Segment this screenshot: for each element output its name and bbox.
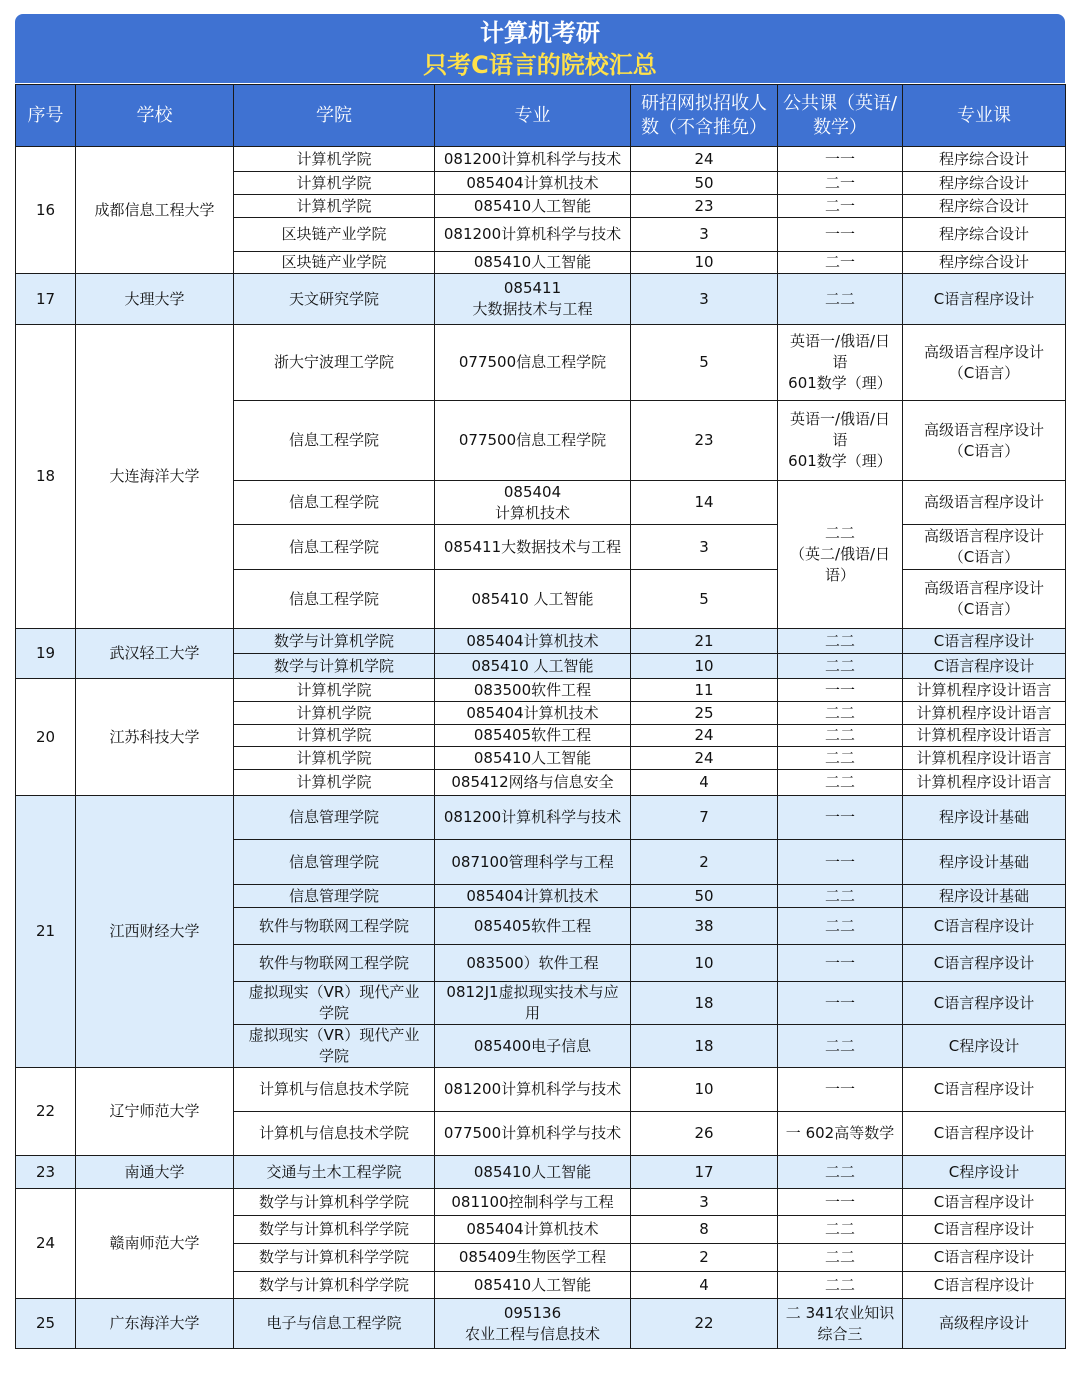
college-name: 数学与计算机学院 xyxy=(234,654,435,679)
public-course: 英语一/俄语/日 语 601数学（理） xyxy=(778,401,903,481)
header-school: 学校 xyxy=(76,85,234,147)
major-name: 085410人工智能 xyxy=(435,195,631,218)
college-name: 浙大宁波理工学院 xyxy=(234,325,435,401)
college-name: 软件与物联网工程学院 xyxy=(234,908,435,945)
quota-value: 17 xyxy=(631,1156,778,1189)
major-name: 085410人工智能 xyxy=(435,252,631,274)
public-course: 一一 xyxy=(778,1189,903,1216)
public-course: 二二 xyxy=(778,770,903,796)
table-row xyxy=(16,1189,1066,1216)
major-course: 计算机程序设计语言 xyxy=(903,747,1066,770)
quota-value: 18 xyxy=(631,1025,778,1068)
quota-value: 24 xyxy=(631,147,778,172)
quota-value: 38 xyxy=(631,908,778,945)
public-course: 英语一/俄语/日 语 601数学（理） xyxy=(778,325,903,401)
major-course: C程序设计 xyxy=(903,1156,1066,1189)
page-subtitle: 只考C语言的院校汇总 xyxy=(423,51,657,79)
quota-value: 4 xyxy=(631,770,778,796)
public-course: 二一 xyxy=(778,195,903,218)
quota-value: 2 xyxy=(631,1244,778,1272)
major-name: 085404 计算机技术 xyxy=(435,481,631,525)
public-course: 二二 xyxy=(778,908,903,945)
school-name: 江苏科技大学 xyxy=(76,679,234,796)
quota-value: 5 xyxy=(631,325,778,401)
row-number: 24 xyxy=(16,1189,76,1299)
major-course: C语言程序设计 xyxy=(903,908,1066,945)
college-name: 数学与计算机科学学院 xyxy=(234,1244,435,1272)
row-number: 21 xyxy=(16,796,76,1068)
college-name: 计算机学院 xyxy=(234,747,435,770)
major-course: 计算机程序设计语言 xyxy=(903,770,1066,796)
college-name: 计算机学院 xyxy=(234,770,435,796)
major-name: 081200计算机科学与技术 xyxy=(435,1068,631,1112)
public-course: 二一 xyxy=(778,172,903,195)
public-course: 二二 xyxy=(778,654,903,679)
public-course: 二二 xyxy=(778,702,903,725)
row-number: 25 xyxy=(16,1299,76,1349)
college-name: 计算机学院 xyxy=(234,172,435,195)
major-name: 085405软件工程 xyxy=(435,908,631,945)
college-name: 区块链产业学院 xyxy=(234,252,435,274)
public-course: 二二 xyxy=(778,885,903,908)
quota-value: 10 xyxy=(631,1068,778,1112)
public-course: 二二 xyxy=(778,1244,903,1272)
major-name: 085411 大数据技术与工程 xyxy=(435,274,631,325)
major-name: 085404计算机技术 xyxy=(435,172,631,195)
major-course: 高级程序设计 xyxy=(903,1299,1066,1349)
major-course: 计算机程序设计语言 xyxy=(903,725,1066,747)
public-course: 一一 xyxy=(778,982,903,1025)
school-name: 辽宁师范大学 xyxy=(76,1068,234,1156)
public-course: 二 341农业知识 综合三 xyxy=(778,1299,903,1349)
college-name: 数学与计算机学院 xyxy=(234,629,435,654)
row-number: 22 xyxy=(16,1068,76,1156)
college-name: 电子与信息工程学院 xyxy=(234,1299,435,1349)
college-name: 计算机学院 xyxy=(234,702,435,725)
college-name: 计算机学院 xyxy=(234,147,435,172)
quota-value: 3 xyxy=(631,525,778,570)
major-course: 计算机程序设计语言 xyxy=(903,702,1066,725)
table-row xyxy=(16,325,1066,401)
table-row xyxy=(16,796,1066,840)
table-row xyxy=(16,1299,1066,1349)
major-name: 085404计算机技术 xyxy=(435,702,631,725)
major-course: 高级语言程序设计 （C语言） xyxy=(903,325,1066,401)
quota-value: 14 xyxy=(631,481,778,525)
table-row xyxy=(16,1156,1066,1189)
row-number: 18 xyxy=(16,325,76,629)
school-name: 大理大学 xyxy=(76,274,234,325)
public-course: 一一 xyxy=(778,218,903,252)
school-name: 武汉轻工大学 xyxy=(76,629,234,679)
school-name: 成都信息工程大学 xyxy=(76,147,234,274)
college-name: 数学与计算机科学学院 xyxy=(234,1216,435,1244)
major-course: 程序综合设计 xyxy=(903,252,1066,274)
major-course: C语言程序设计 xyxy=(903,274,1066,325)
header-major: 专业 xyxy=(435,85,631,147)
public-course: 二二 xyxy=(778,1025,903,1068)
college-name: 信息管理学院 xyxy=(234,840,435,885)
public-course: 二二 （英二/俄语/日 语） xyxy=(778,481,903,629)
major-name: 085400电子信息 xyxy=(435,1025,631,1068)
header-college: 学院 xyxy=(234,85,435,147)
public-course: 二二 xyxy=(778,747,903,770)
major-course: 计算机程序设计语言 xyxy=(903,679,1066,702)
quota-value: 50 xyxy=(631,172,778,195)
college-name: 信息工程学院 xyxy=(234,481,435,525)
quota-value: 10 xyxy=(631,654,778,679)
major-course: C语言程序设计 xyxy=(903,654,1066,679)
public-course: 二二 xyxy=(778,1156,903,1189)
college-name: 虚拟现实（VR）现代产业 学院 xyxy=(234,1025,435,1068)
quota-value: 26 xyxy=(631,1112,778,1156)
major-name: 085411大数据技术与工程 xyxy=(435,525,631,570)
public-course: 二一 xyxy=(778,252,903,274)
public-course: 一一 xyxy=(778,945,903,982)
quota-value: 21 xyxy=(631,629,778,654)
quota-value: 10 xyxy=(631,252,778,274)
major-course: 程序综合设计 xyxy=(903,147,1066,172)
college-name: 软件与物联网工程学院 xyxy=(234,945,435,982)
major-name: 085404计算机技术 xyxy=(435,1216,631,1244)
header-row xyxy=(16,85,1066,147)
major-name: 085410 人工智能 xyxy=(435,570,631,629)
major-course: 高级语言程序设计 （C语言） xyxy=(903,525,1066,570)
quota-value: 23 xyxy=(631,401,778,481)
major-course: 程序综合设计 xyxy=(903,195,1066,218)
table-row xyxy=(16,679,1066,702)
quota-value: 50 xyxy=(631,885,778,908)
quota-value: 2 xyxy=(631,840,778,885)
public-course: 二二 xyxy=(778,629,903,654)
college-name: 信息管理学院 xyxy=(234,885,435,908)
college-name: 信息管理学院 xyxy=(234,796,435,840)
public-course: 一一 xyxy=(778,840,903,885)
major-course: C语言程序设计 xyxy=(903,1272,1066,1299)
college-name: 计算机与信息技术学院 xyxy=(234,1112,435,1156)
public-course: 一 602高等数学 xyxy=(778,1112,903,1156)
schools-table xyxy=(15,84,1066,1349)
quota-value: 8 xyxy=(631,1216,778,1244)
college-name: 信息工程学院 xyxy=(234,525,435,570)
major-course: 程序综合设计 xyxy=(903,172,1066,195)
table-row xyxy=(16,629,1066,654)
quota-value: 24 xyxy=(631,725,778,747)
major-name: 081200计算机科学与技术 xyxy=(435,796,631,840)
major-name: 081100控制科学与工程 xyxy=(435,1189,631,1216)
major-name: 085405软件工程 xyxy=(435,725,631,747)
college-name: 计算机学院 xyxy=(234,725,435,747)
major-name: 083500）软件工程 xyxy=(435,945,631,982)
quota-value: 5 xyxy=(631,570,778,629)
college-name: 数学与计算机科学学院 xyxy=(234,1189,435,1216)
major-course: 程序综合设计 xyxy=(903,218,1066,252)
major-course: C语言程序设计 xyxy=(903,945,1066,982)
major-course: 高级语言程序设计 （C语言） xyxy=(903,401,1066,481)
college-name: 信息工程学院 xyxy=(234,570,435,629)
major-course: 程序设计基础 xyxy=(903,840,1066,885)
table-row xyxy=(16,1068,1066,1112)
quota-value: 3 xyxy=(631,218,778,252)
major-name: 087100管理科学与工程 xyxy=(435,840,631,885)
major-name: 085404计算机技术 xyxy=(435,885,631,908)
college-name: 天文研究学院 xyxy=(234,274,435,325)
major-course: C语言程序设计 xyxy=(903,1112,1066,1156)
public-course: 一一 xyxy=(778,1068,903,1112)
college-name: 计算机学院 xyxy=(234,195,435,218)
quota-value: 18 xyxy=(631,982,778,1025)
college-name: 计算机学院 xyxy=(234,679,435,702)
quota-value: 25 xyxy=(631,702,778,725)
page-title: 计算机考研 xyxy=(480,19,600,47)
public-course: 一一 xyxy=(778,679,903,702)
quota-value: 4 xyxy=(631,1272,778,1299)
major-course: C程序设计 xyxy=(903,1025,1066,1068)
public-course: 二二 xyxy=(778,1216,903,1244)
major-course: C语言程序设计 xyxy=(903,1068,1066,1112)
major-name: 077500计算机科学与技术 xyxy=(435,1112,631,1156)
major-name: 083500软件工程 xyxy=(435,679,631,702)
major-course: 程序设计基础 xyxy=(903,885,1066,908)
major-name: 077500信息工程学院 xyxy=(435,325,631,401)
major-name: 085410人工智能 xyxy=(435,1156,631,1189)
row-number: 19 xyxy=(16,629,76,679)
major-name: 077500信息工程学院 xyxy=(435,401,631,481)
title-banner xyxy=(15,14,1065,83)
college-name: 区块链产业学院 xyxy=(234,218,435,252)
quota-value: 3 xyxy=(631,274,778,325)
college-name: 数学与计算机科学学院 xyxy=(234,1272,435,1299)
college-name: 虚拟现实（VR）现代产业 学院 xyxy=(234,982,435,1025)
quota-value: 11 xyxy=(631,679,778,702)
major-course: 高级语言程序设计 （C语言） xyxy=(903,570,1066,629)
major-course: C语言程序设计 xyxy=(903,1189,1066,1216)
header-public-course: 公共课（英语/数学） xyxy=(778,85,903,147)
quota-value: 7 xyxy=(631,796,778,840)
major-name: 081200计算机科学与技术 xyxy=(435,218,631,252)
table-body xyxy=(16,147,1066,1349)
table-row xyxy=(16,147,1066,172)
header-major-course: 专业课 xyxy=(903,85,1066,147)
college-name: 计算机与信息技术学院 xyxy=(234,1068,435,1112)
major-name: 085412网络与信息安全 xyxy=(435,770,631,796)
college-name: 交通与土木工程学院 xyxy=(234,1156,435,1189)
quota-value: 23 xyxy=(631,195,778,218)
public-course: 二二 xyxy=(778,725,903,747)
quota-value: 22 xyxy=(631,1299,778,1349)
major-name: 085410人工智能 xyxy=(435,747,631,770)
major-name: 085410人工智能 xyxy=(435,1272,631,1299)
school-name: 广东海洋大学 xyxy=(76,1299,234,1349)
public-course: 一一 xyxy=(778,796,903,840)
header-quota: 研招网拟招收人数（不含推免） xyxy=(631,85,778,147)
major-course: 高级语言程序设计 xyxy=(903,481,1066,525)
school-name: 赣南师范大学 xyxy=(76,1189,234,1299)
quota-value: 24 xyxy=(631,747,778,770)
row-number: 23 xyxy=(16,1156,76,1189)
public-course: 一一 xyxy=(778,147,903,172)
public-course: 二二 xyxy=(778,274,903,325)
school-name: 大连海洋大学 xyxy=(76,325,234,629)
major-name: 095136 农业工程与信息技术 xyxy=(435,1299,631,1349)
school-name: 南通大学 xyxy=(76,1156,234,1189)
major-course: 程序设计基础 xyxy=(903,796,1066,840)
school-name: 江西财经大学 xyxy=(76,796,234,1068)
major-name: 081200计算机科学与技术 xyxy=(435,147,631,172)
major-name: 085409生物医学工程 xyxy=(435,1244,631,1272)
row-number: 17 xyxy=(16,274,76,325)
major-course: C语言程序设计 xyxy=(903,1244,1066,1272)
major-course: C语言程序设计 xyxy=(903,982,1066,1025)
major-name: 085404计算机技术 xyxy=(435,629,631,654)
table-row xyxy=(16,274,1066,325)
row-number: 20 xyxy=(16,679,76,796)
major-course: C语言程序设计 xyxy=(903,1216,1066,1244)
public-course: 二二 xyxy=(778,1272,903,1299)
quota-value: 10 xyxy=(631,945,778,982)
major-name: 085410 人工智能 xyxy=(435,654,631,679)
college-name: 信息工程学院 xyxy=(234,401,435,481)
major-name: 0812J1虚拟现实技术与应 用 xyxy=(435,982,631,1025)
major-course: C语言程序设计 xyxy=(903,629,1066,654)
row-number: 16 xyxy=(16,147,76,274)
quota-value: 3 xyxy=(631,1189,778,1216)
header-no: 序号 xyxy=(16,85,76,147)
